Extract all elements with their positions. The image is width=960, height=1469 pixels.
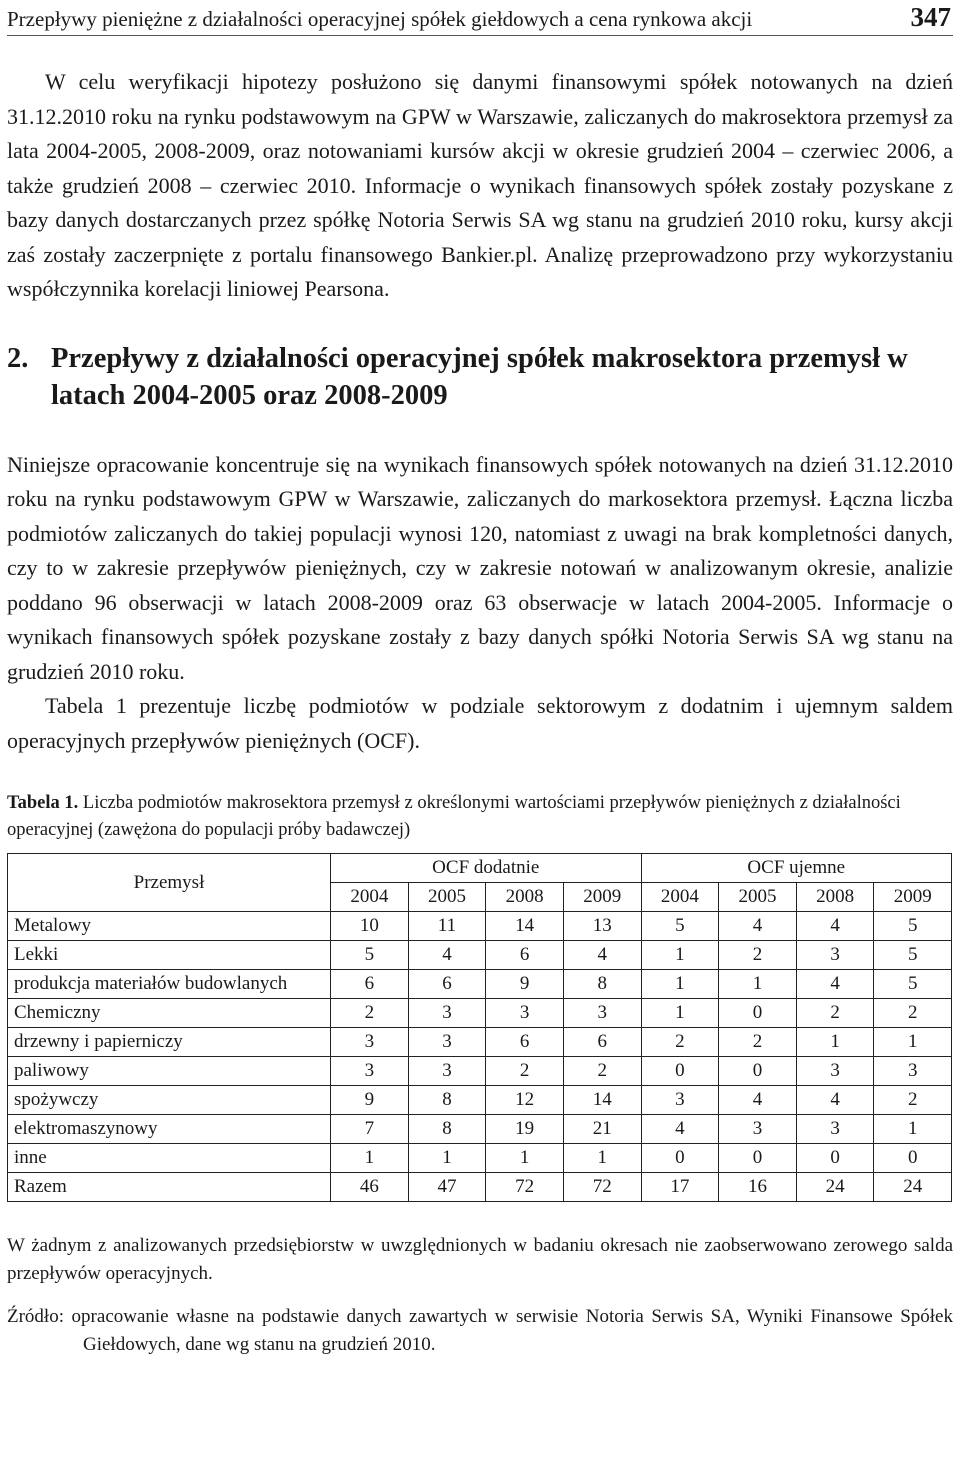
table-cell: 8 bbox=[563, 970, 641, 999]
table-cell: 12 bbox=[486, 1086, 564, 1115]
table-row bbox=[8, 1115, 952, 1144]
header-year: 2008 bbox=[486, 883, 564, 912]
table-row bbox=[8, 1057, 952, 1086]
table-cell: 1 bbox=[641, 970, 719, 999]
table-cell: 16 bbox=[719, 1173, 797, 1202]
table-cell: 1 bbox=[641, 941, 719, 970]
table-cell: 4 bbox=[796, 912, 874, 941]
table-cell: 5 bbox=[874, 912, 952, 941]
header-year: 2005 bbox=[408, 883, 486, 912]
table-cell: 14 bbox=[563, 1086, 641, 1115]
header-year: 2009 bbox=[563, 883, 641, 912]
table-cell: 4 bbox=[719, 912, 797, 941]
table-cell: 2 bbox=[874, 999, 952, 1028]
table-cell: 3 bbox=[486, 999, 564, 1028]
table-cell: 6 bbox=[486, 1028, 564, 1057]
table-cell: 0 bbox=[796, 1144, 874, 1173]
section-title: Przepływy z działalności operacyjnej spółek makrosektora przemysł w latach 2004-2005 oraz 2008-2009 bbox=[51, 342, 908, 411]
table-cell: 3 bbox=[796, 941, 874, 970]
table-header-row bbox=[8, 854, 952, 883]
sector-name: spożywczy bbox=[8, 1086, 331, 1115]
running-header bbox=[7, 0, 953, 36]
section-heading bbox=[7, 340, 953, 414]
table-cell: 13 bbox=[563, 912, 641, 941]
table-cell: 0 bbox=[641, 1144, 719, 1173]
table-cell: 6 bbox=[563, 1028, 641, 1057]
table-cell: 2 bbox=[874, 1086, 952, 1115]
table-cell: 14 bbox=[486, 912, 564, 941]
table-cell: 1 bbox=[331, 1144, 409, 1173]
table-cell: 47 bbox=[408, 1173, 486, 1202]
table-cell: 3 bbox=[641, 1086, 719, 1115]
table-cell: 1 bbox=[486, 1144, 564, 1173]
table-caption-text: Liczba podmiotów makrosektora przemysł z określonymi wartościami przepływów pieniężnych z działalności operacyjnej (zawężona do populacji próby badawczej) bbox=[7, 793, 901, 840]
table-cell: 4 bbox=[719, 1086, 797, 1115]
table-cell: 72 bbox=[486, 1173, 564, 1202]
table-cell: 3 bbox=[563, 999, 641, 1028]
header-year: 2004 bbox=[331, 883, 409, 912]
header-year: 2005 bbox=[719, 883, 797, 912]
table-caption-label: Tabela 1. bbox=[7, 793, 79, 813]
table-cell: 1 bbox=[641, 999, 719, 1028]
sector-name: drzewny i papierniczy bbox=[8, 1028, 331, 1057]
running-title: Przepływy pieniężne z działalności operacyjnej spółek giełdowych a cena rynkowa akcji bbox=[7, 7, 753, 31]
table-cell: 1 bbox=[563, 1144, 641, 1173]
table-cell: 1 bbox=[874, 1028, 952, 1057]
table-row bbox=[8, 1144, 952, 1173]
table-cell: 3 bbox=[796, 1115, 874, 1144]
table-cell: 5 bbox=[641, 912, 719, 941]
sector-name: inne bbox=[8, 1144, 331, 1173]
header-year: 2004 bbox=[641, 883, 719, 912]
header-year: 2009 bbox=[874, 883, 952, 912]
table-cell: 1 bbox=[874, 1115, 952, 1144]
table-row bbox=[8, 941, 952, 970]
table-cell: 10 bbox=[331, 912, 409, 941]
ocf-table bbox=[7, 853, 952, 1202]
sector-name: Razem bbox=[8, 1173, 331, 1202]
table-cell: 4 bbox=[563, 941, 641, 970]
table-cell: 3 bbox=[719, 1115, 797, 1144]
table-row bbox=[8, 999, 952, 1028]
table-cell: 9 bbox=[486, 970, 564, 999]
table-cell: 1 bbox=[408, 1144, 486, 1173]
table-cell: 6 bbox=[408, 970, 486, 999]
table-cell: 5 bbox=[874, 970, 952, 999]
table-caption bbox=[7, 790, 953, 844]
table-cell: 3 bbox=[874, 1057, 952, 1086]
table-cell: 1 bbox=[796, 1028, 874, 1057]
table-cell: 8 bbox=[408, 1086, 486, 1115]
sector-name: Lekki bbox=[8, 941, 331, 970]
header-year: 2008 bbox=[796, 883, 874, 912]
table-cell: 0 bbox=[719, 1057, 797, 1086]
table-cell: 2 bbox=[719, 941, 797, 970]
table-cell: 2 bbox=[563, 1057, 641, 1086]
sector-name: Metalowy bbox=[8, 912, 331, 941]
paragraph-methodology: W celu weryfikacji hipotezy posłużono się danymi finansowymi spółek notowanych na dzień 31.12.2010 roku na rynku podstawowym na GPW w Warszawie, zaliczanych do makrosektora przemysł za lata 2004-2005, 2008-2009, oraz notowaniami kursów akcji w okresie grudzień 2004 – czerwiec 2006, a także grudzień 2008 – czerwiec 2010. Informacje o wynikach finansowych spółek zostały pozyskane z bazy danych dostarczanych przez spółkę Notoria Serwis SA wg stanu na grudzień 2010 roku, kursy akcji zaś zostały zaczerpnięte z portalu finansowego Bankier.pl. Analizę przeprowadzono przy wykorzystaniu współczynnika korelacji liniowej Pearsona. bbox=[7, 69, 953, 301]
table-cell: 2 bbox=[486, 1057, 564, 1086]
table-cell: 4 bbox=[641, 1115, 719, 1144]
table-cell: 2 bbox=[641, 1028, 719, 1057]
table-source: Źródło: opracowanie własne na podstawie danych zawartych w serwisie Notoria Serwis SA, Wyniki Finansowe Spółek Giełdowych, dane wg stanu na grudzień 2010. bbox=[7, 1306, 953, 1355]
table-cell: 19 bbox=[486, 1115, 564, 1144]
table-cell: 24 bbox=[796, 1173, 874, 1202]
table-cell: 3 bbox=[408, 1057, 486, 1086]
sector-name: elektromaszynowy bbox=[8, 1115, 331, 1144]
section-number: 2. bbox=[7, 342, 29, 374]
table-cell: 6 bbox=[486, 941, 564, 970]
table-note: W żadnym z analizowanych przedsiębiorstw w uwzględnionych w badaniu okresach nie zaobserwowano zerowego salda przepływów operacyjnych. bbox=[7, 1235, 953, 1284]
table-cell: 6 bbox=[331, 970, 409, 999]
table-cell: 0 bbox=[719, 999, 797, 1028]
header-ocf-negative: OCF ujemne bbox=[641, 854, 952, 883]
table-cell: 0 bbox=[641, 1057, 719, 1086]
table-cell: 0 bbox=[719, 1144, 797, 1173]
table-cell: 3 bbox=[796, 1057, 874, 1086]
table-row bbox=[8, 912, 952, 941]
table-cell: 2 bbox=[719, 1028, 797, 1057]
paragraph-table-intro: Tabela 1 prezentuje liczbę podmiotów w podziale sektorowym z dodatnim i ujemnym saldem operacyjnych przepływów pieniężnych (OCF). bbox=[7, 693, 953, 753]
table-cell: 4 bbox=[408, 941, 486, 970]
table-cell: 4 bbox=[796, 1086, 874, 1115]
sector-name: produkcja materiałów budowlanych bbox=[8, 970, 331, 999]
table-cell: 3 bbox=[331, 1028, 409, 1057]
table-body bbox=[8, 912, 952, 1202]
paragraph-scope: Niniejsze opracowanie koncentruje się na wynikach finansowych spółek notowanych na dzień 31.12.2010 roku na rynku podstawowym GPW w Warszawie, zaliczanych do markosektora przemysł. Łączna liczba podmiotów zaliczanych do takiej populacji wynosi 120, natomiast z uwagi na brak kompletności danych, czy to w zakresie przepływów pieniężnych, czy w zakresie notowań w analizowanym okresie, analizie poddano 96 obserwacji w latach 2008-2009 oraz 63 obserwacje w latach 2004-2005. Informacje o wynikach finansowych spółek pozyskane zostały z bazy danych spółki Notoria Serwis SA wg stanu na grudzień 2010 roku. bbox=[7, 451, 953, 684]
table-row bbox=[8, 970, 952, 999]
table-cell: 17 bbox=[641, 1173, 719, 1202]
table-cell: 7 bbox=[331, 1115, 409, 1144]
table-cell: 1 bbox=[719, 970, 797, 999]
table-row bbox=[8, 1086, 952, 1115]
table-cell: 3 bbox=[331, 1057, 409, 1086]
sector-name: Chemiczny bbox=[8, 999, 331, 1028]
table-cell: 4 bbox=[796, 970, 874, 999]
table-cell: 8 bbox=[408, 1115, 486, 1144]
page-number: 347 bbox=[910, 2, 951, 32]
table-row bbox=[8, 1173, 952, 1202]
table-cell: 21 bbox=[563, 1115, 641, 1144]
table-cell: 72 bbox=[563, 1173, 641, 1202]
header-ocf-positive: OCF dodatnie bbox=[331, 854, 642, 883]
sector-name: paliwowy bbox=[8, 1057, 331, 1086]
table-cell: 3 bbox=[408, 999, 486, 1028]
table-cell: 11 bbox=[408, 912, 486, 941]
table-cell: 46 bbox=[331, 1173, 409, 1202]
table-cell: 24 bbox=[874, 1173, 952, 1202]
header-sector: Przemysł bbox=[8, 854, 331, 912]
table-row bbox=[8, 1028, 952, 1057]
table-cell: 0 bbox=[874, 1144, 952, 1173]
table-cell: 5 bbox=[874, 941, 952, 970]
table-cell: 2 bbox=[796, 999, 874, 1028]
table-cell: 2 bbox=[331, 999, 409, 1028]
table-cell: 5 bbox=[331, 941, 409, 970]
table-cell: 9 bbox=[331, 1086, 409, 1115]
table-cell: 3 bbox=[408, 1028, 486, 1057]
